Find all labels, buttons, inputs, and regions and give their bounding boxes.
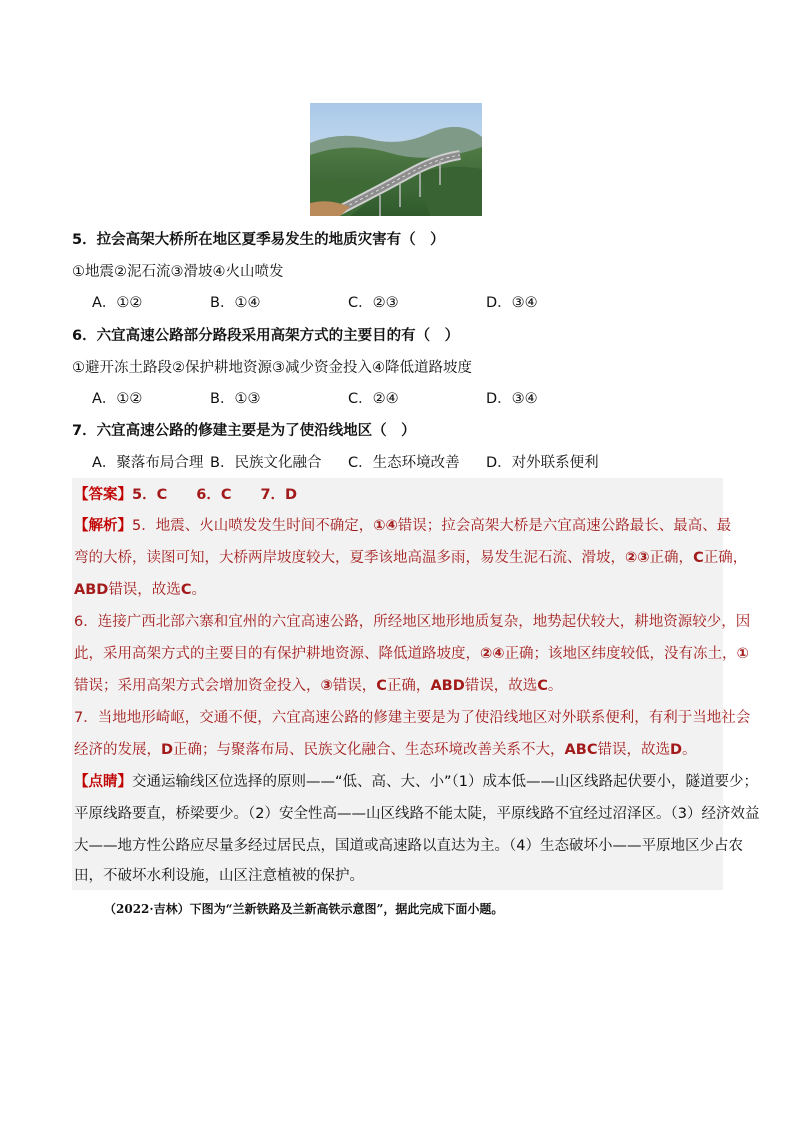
analysis-text: 错误，故选 [464,678,538,694]
option-b[interactable]: B．民族文化融合 [210,455,322,471]
analysis-text: ABD [74,582,109,598]
option-b[interactable]: B．①④ [210,295,261,311]
analysis-text: 正确， [649,550,694,566]
analysis-line-3 [74,580,206,600]
analysis-text: 正确；与聚落布局、民族文化融合、生态环境改善关系不大， [173,742,565,758]
analysis-text: 。 [682,742,697,758]
question-5-title: 5．拉会高架大桥所在地区夏季易发生的地质灾害有（ ） [72,232,445,248]
tips-line-1 [74,772,758,792]
tips-text: 平原线路要直，桥梁要少。（2）安全性高——山区线路不能太陡，平原线路不宜经过沼泽区。（3）经济效益 [74,806,760,822]
tips-text: 田，不破坏水利设施，山区注意植被的保护。 [74,868,364,884]
answer-text: 5．C 6．C 7．D [132,487,298,503]
next-question-intro: （2022·吉林）下图为“兰新铁路及兰新高铁示意图”，据此完成下面小题。 [104,902,504,916]
question-5-items: ①地震②泥石流③滑坡④火山喷发 [72,264,284,280]
option-a[interactable]: A．①② [92,295,143,311]
option-a[interactable]: A．聚落布局合理 [92,455,204,471]
analysis-text: 错误；拉会高架大桥是六宜高速公路最长、最高、最 [397,518,732,534]
analysis-line-2 [74,548,747,568]
answer-tag: 【答案】 [74,487,132,503]
analysis-text: 经济的发展， [74,742,161,758]
tips-text: 交通运输线区位选择的原则——“低、高、大、小”（1）成本低——山区线路起伏要小，隧道要少； [132,774,758,790]
option-c[interactable]: C．生态环境改善 [348,455,460,471]
tips-tag: 【点睛】 [74,774,132,790]
analysis-text: ①④ [373,518,398,534]
analysis-text: D [161,742,174,758]
question-6-items: ①避开冻土路段②保护耕地资源③减少资金投入④降低道路坡度 [72,360,472,376]
analysis-text: 正确；该地区纬度较低，没有冻土， [504,646,737,662]
analysis-line-1 [74,516,731,536]
tips-text: 大——地方性公路应尽量多经过居民点，国道或高速路以直达为主。（4）生态破坏小——平原地区少占农 [74,838,743,854]
analysis-text: C [180,582,192,598]
answer-line [74,485,297,505]
option-d[interactable]: D．对外联系便利 [486,455,599,471]
analysis-text: C [693,550,704,566]
analysis-text: ABD [430,678,465,694]
analysis-text: 7．当地地形崎岖，交通不便，六宜高速公路的修建主要是为了使沿线地区对外联系便利，有利于当地社会 [74,710,751,726]
analysis-line-7 [74,708,750,728]
question-6-title: 6．六宜高速公路部分路段采用高架方式的主要目的有（ ） [72,328,460,344]
option-a[interactable]: A．①② [92,391,143,407]
highway-bridge-photo [310,103,482,216]
option-b[interactable]: B．①③ [210,391,261,407]
analysis-line-4 [74,612,750,632]
option-c[interactable]: C．②④ [348,391,399,407]
analysis-text: 5．地震、火山喷发发生时间不确定， [132,518,374,534]
analysis-text: 6．连接广西北部六寨和宜州的六宜高速公路，所经地区地形地质复杂，地势起伏较大，耕地资源较少，因 [74,614,751,630]
option-c[interactable]: C．②③ [348,295,399,311]
question-7-title: 7．六宜高速公路的修建主要是为了使沿线地区（ ） [72,423,416,439]
tips-line-3 [74,836,743,856]
analysis-line-5 [74,644,749,664]
analysis-text: C [376,678,387,694]
tips-line-4 [74,866,364,886]
analysis-text: 错误， [332,678,377,694]
option-d[interactable]: D．③④ [486,295,538,311]
analysis-text: 错误，故选 [597,742,670,758]
analysis-line-6 [74,676,562,696]
analysis-text: 此，采用高架方式的主要目的有保护耕地资源、降低道路坡度， [74,646,480,662]
analysis-text: ③ [320,678,333,694]
analysis-text: 正确， [386,678,431,694]
analysis-tag: 【解析】 [74,518,132,534]
analysis-text: ABC [564,742,598,758]
analysis-text: 错误；采用高架方式会增加资金投入， [74,678,321,694]
tips-line-2 [74,804,759,824]
analysis-text: C [537,678,548,694]
analysis-text: ②④ [480,646,505,662]
analysis-text: D [669,742,683,758]
analysis-text: ① [736,646,749,662]
analysis-text: 。 [547,678,563,694]
analysis-text: 。 [191,582,206,598]
analysis-text: ②③ [625,550,650,566]
analysis-line-8 [74,740,697,760]
option-d[interactable]: D．③④ [486,391,538,407]
analysis-text: 正确， [703,550,748,566]
analysis-text: 错误，故选 [108,582,181,598]
analysis-text: 弯的大桥，读图可知，大桥两岸坡度较大，夏季该地高温多雨，易发生泥石流、滑坡， [74,550,625,566]
